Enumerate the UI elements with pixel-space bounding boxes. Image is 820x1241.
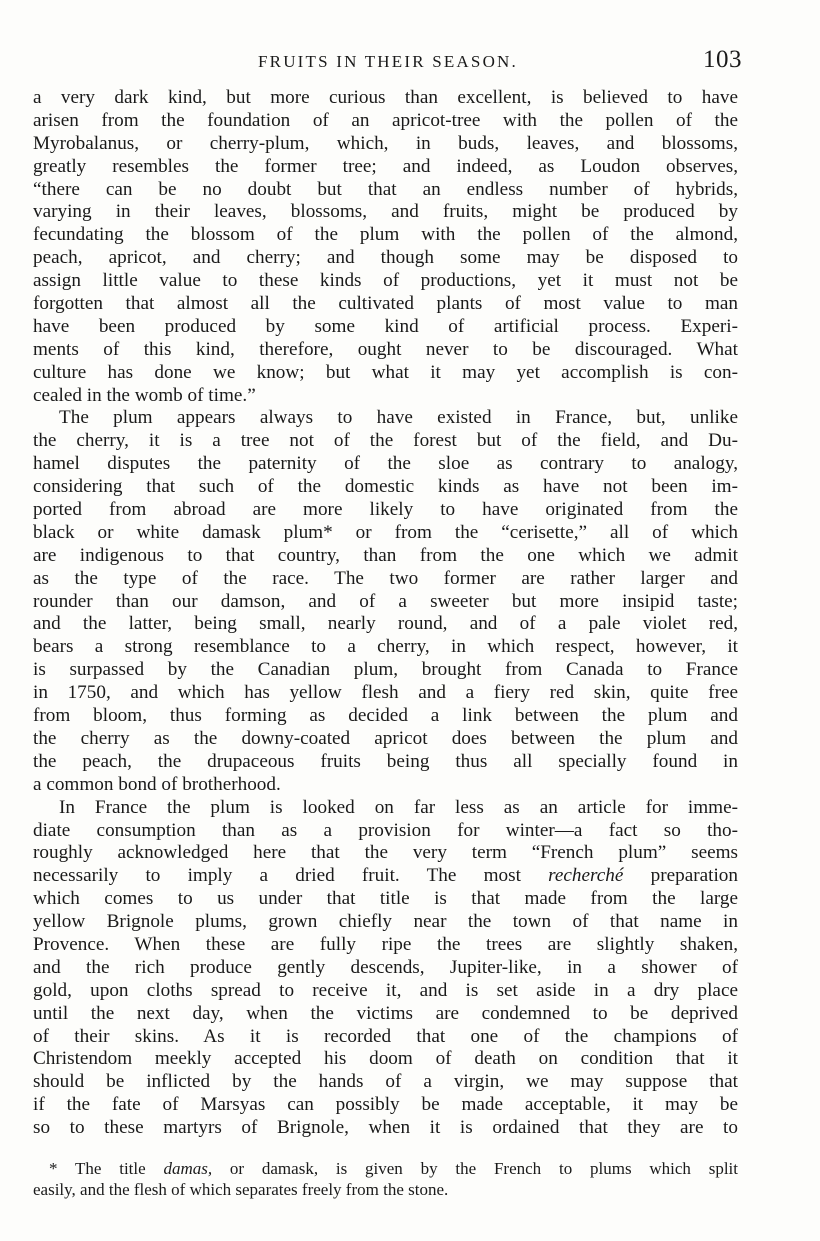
text-line: fecundating the blossom of the plum with the pollen of the almond, (33, 224, 738, 246)
text-line: Provence. When these are fully ripe the trees are slightly shaken, (33, 933, 738, 955)
italic-term: recherché (548, 865, 624, 887)
paragraph-end-line: cealed in the womb of time.” (33, 384, 256, 406)
paragraph-start-line: In France the plum is looked on far less as an article for imme- (59, 796, 738, 818)
text-line: until the next day, when the victims are condemned to be deprived (33, 1002, 738, 1024)
text-segment: necessarily to imply a dried fruit. The most (33, 865, 549, 887)
text-line: if the fate of Marsyas can possibly be made acceptable, it may be (33, 1094, 738, 1116)
text-line-with-italic (33, 865, 738, 888)
text-line: roughly acknowledged here that the very term “French plum” seems (33, 842, 738, 864)
footnote (33, 1158, 738, 1200)
footnote-line: easily, and the flesh of which separates freely from the stone. (33, 1180, 449, 1199)
text-line: in 1750, and which has yellow flesh and a fiery red skin, quite free (33, 682, 738, 704)
text-line: ported from abroad are more likely to have originated from the (33, 499, 738, 521)
text-line: peach, apricot, and cherry; and though some may be disposed to (33, 247, 738, 269)
text-line: is surpassed by the Canadian plum, brought from Canada to France (33, 659, 738, 681)
text-line: a very dark kind, but more curious than excellent, is believed to have (33, 87, 738, 108)
text-line: diate consumption than as a provision for winter—a fact so tho- (33, 819, 738, 841)
text-line: so to these martyrs of Brignole, when it is ordained that they are to (33, 1117, 738, 1139)
italic-term: damas, (163, 1159, 213, 1178)
paragraph-start-line: The plum appears always to have existed in France, but, unlike (59, 407, 738, 429)
text-line: from bloom, thus forming as decided a link between the plum and (33, 705, 738, 727)
text-line: yellow Brignole plums, grown chiefly near the town of that name in (33, 911, 738, 933)
text-line: assign little value to these kinds of productions, yet it must not be (33, 270, 738, 292)
running-title: FRUITS IN THEIR SEASON. (258, 52, 518, 71)
text-line: arisen from the foundation of an apricot-tree with the pollen of the (33, 109, 738, 131)
text-line: the cherry, it is a tree not of the forest but of the field, and Du- (33, 430, 738, 452)
text-line: hamel disputes the paternity of the sloe as contrary to analogy, (33, 453, 738, 475)
text-segment: * The title (49, 1159, 164, 1178)
text-line: as the type of the race. The two former are rather larger and (33, 567, 738, 589)
text-line: are indigenous to that country, than from the one which we admit (33, 544, 738, 566)
page-number: 103 (703, 46, 742, 73)
text-line: varying in their leaves, blossoms, and fruits, might be produced by (33, 201, 738, 223)
text-line: rounder than our damson, and of a sweeter but more insipid taste; (33, 590, 738, 612)
text-line: “there can be no doubt but that an endless number of hybrids, (33, 178, 738, 200)
text-line: black or white damask plum* or from the “cerisette,” all of which (33, 521, 738, 543)
text-line: the peach, the drupaceous fruits being thus all specially found in (33, 750, 738, 772)
text-line: and the latter, being small, nearly round, and of a pale violet red, (33, 613, 738, 635)
text-line: ments of this kind, therefore, ought never to be discouraged. What (33, 338, 738, 360)
text-line: forgotten that almost all the cultivated plants of most value to man (33, 293, 738, 315)
text-line: should be inflicted by the hands of a virgin, we may suppose that (33, 1071, 738, 1093)
text-line: greatly resembles the former tree; and indeed, as Loudon observes, (33, 155, 738, 177)
text-line: considering that such of the domestic kinds as have not been im- (33, 476, 738, 498)
text-line: Christendom meekly accepted his doom of death on condition that it (33, 1048, 738, 1070)
text-line: and the rich produce gently descends, Jupiter-like, in a shower of (33, 956, 738, 978)
text-line: have been produced by some kind of artificial process. Experi- (33, 315, 738, 337)
text-line: of their skins. As it is recorded that one of the champions of (33, 1025, 738, 1047)
text-line: the cherry as the downy-coated apricot does between the plum and (33, 727, 738, 749)
footnote-line (33, 1158, 738, 1179)
text-line: culture has done we know; but what it may yet accomplish is con- (33, 361, 738, 383)
text-line: which comes to us under that title is that made from the large (33, 888, 738, 910)
page-header (32, 46, 744, 76)
body-text (33, 87, 738, 1140)
text-segment: preparation (623, 865, 738, 887)
text-segment: or damask, is given by the French to plums which split (212, 1159, 738, 1178)
text-line: Myrobalanus, or cherry-plum, which, in buds, leaves, and blossoms, (33, 132, 738, 154)
paragraph-end-line: a common bond of brotherhood. (33, 773, 281, 795)
text-line: bears a strong resemblance to a cherry, in which respect, however, it (33, 636, 738, 658)
text-line: gold, upon cloths spread to receive it, and is set aside in a dry place (33, 979, 738, 1001)
